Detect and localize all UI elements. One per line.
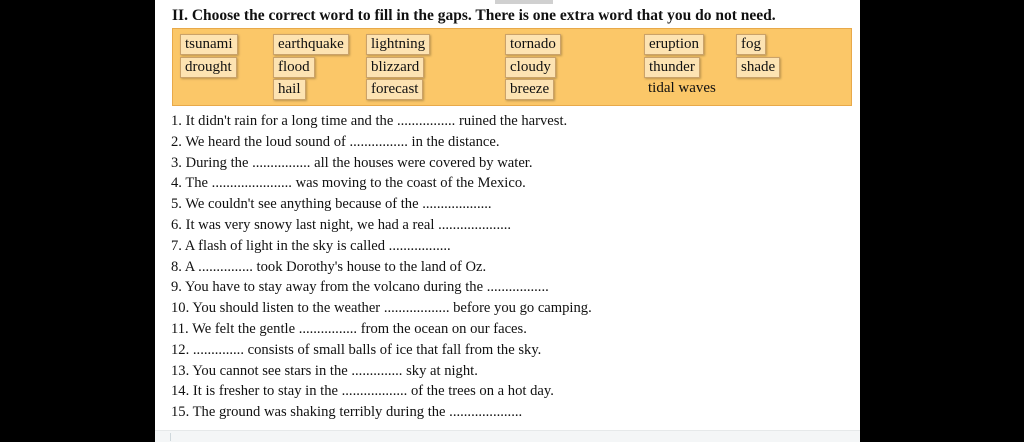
question-5: 5. We couldn't see anything because of the ................... bbox=[171, 196, 492, 213]
edge-tick bbox=[170, 433, 171, 441]
question-7: 7. A flash of light in the sky is called ................. bbox=[171, 237, 451, 254]
question-4: 4. The ...................... was moving to the coast of the Mexico. bbox=[171, 175, 526, 192]
word-tsunami: tsunami bbox=[180, 34, 238, 55]
worksheet-page bbox=[155, 0, 860, 441]
word-tornado: tornado bbox=[505, 34, 561, 55]
page-edge-marker bbox=[495, 0, 553, 4]
word-forecast: forecast bbox=[366, 79, 423, 100]
word-tidal-waves: tidal waves bbox=[648, 80, 716, 96]
page-bottom-edge bbox=[155, 430, 860, 442]
question-1: 1. It didn't rain for a long time and the ................ ruined the harvest. bbox=[171, 113, 568, 129]
word-hail: hail bbox=[273, 79, 306, 100]
word-lightning: lightning bbox=[366, 34, 430, 55]
word-bank bbox=[172, 28, 852, 106]
question-12: 12. .............. consists of small balls of ice that fall from the sky. bbox=[171, 341, 542, 358]
word-cloudy: cloudy bbox=[505, 57, 556, 78]
word-shade: shade bbox=[736, 57, 780, 78]
question-2: 2. We heard the loud sound of ................ in the distance. bbox=[171, 133, 500, 150]
question-8: 8. A ............... took Dorothy's house to the land of Oz. bbox=[171, 258, 487, 275]
question-10: 10. You should listen to the weather .................. before you go camping. bbox=[171, 300, 592, 317]
word-eruption: eruption bbox=[644, 34, 704, 55]
question-list bbox=[171, 111, 592, 423]
exercise-title: II. Choose the correct word to fill in the gaps. There is one extra word that you do not need. bbox=[172, 7, 776, 24]
question-6: 6. It was very snowy last night, we had a real .................... bbox=[171, 216, 512, 233]
word-blizzard: blizzard bbox=[366, 57, 424, 78]
word-earthquake: earthquake bbox=[273, 34, 349, 55]
word-drought: drought bbox=[180, 57, 237, 78]
question-9: 9. You have to stay away from the volcano during the ................. bbox=[171, 279, 549, 296]
word-fog: fog bbox=[736, 34, 766, 55]
question-14: 14. It is fresher to stay in the .................. of the trees on a hot day. bbox=[171, 383, 554, 400]
word-breeze: breeze bbox=[505, 79, 554, 100]
question-15: 15. The ground was shaking terribly during the .................... bbox=[171, 404, 523, 421]
question-3: 3. During the ................ all the houses were covered by water. bbox=[171, 154, 533, 171]
question-11: 11. We felt the gentle ................ from the ocean on our faces. bbox=[171, 320, 527, 337]
word-flood: flood bbox=[273, 57, 315, 78]
question-13: 13. You cannot see stars in the .............. sky at night. bbox=[171, 362, 478, 379]
word-thunder: thunder bbox=[644, 57, 700, 78]
